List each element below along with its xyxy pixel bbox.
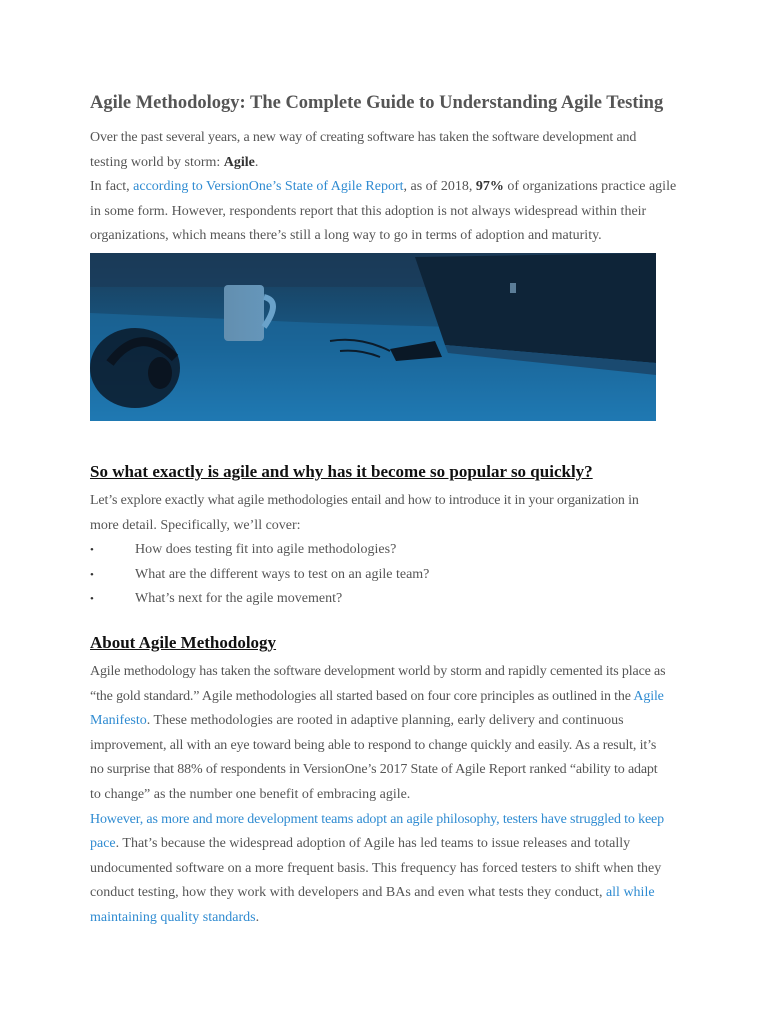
quality-standards-link[interactable]: maintaining quality standards — [90, 909, 256, 925]
desk-photo-illustration — [90, 253, 656, 421]
topics-list — [90, 538, 682, 612]
page-title: Agile Methodology: The Complete Guide to Understanding Agile Testing — [90, 93, 664, 113]
list-item: • What are the different ways to test on an agile team? — [90, 563, 682, 588]
testers-struggled-link[interactable]: However, as more and more development teams adopt an agile philosophy, testers have struggled to keep — [90, 811, 664, 827]
text-line: “the gold standard.” Agile methodologies all started based on four core principles as outlined in the Agile — [90, 688, 664, 704]
text-line: Let’s explore exactly what agile methodologies entail and how to introduce it in your organization in — [90, 492, 639, 508]
list-item: • How does testing fit into agile methodologies? — [90, 538, 682, 563]
agile-manifesto-link[interactable]: Manifesto — [90, 713, 147, 729]
section2-paragraph-2 — [90, 808, 682, 931]
section-heading: About Agile Methodology — [90, 632, 277, 652]
agile-manifesto-link[interactable]: Agile — [633, 688, 664, 704]
text-line: undocumented software on a more frequent basis. This frequency has forced testers to shift when they — [90, 860, 662, 876]
bullet: • — [90, 593, 94, 606]
text-line: organizations, which means there’s still a long way to go in terms of adoption and maturity. — [90, 228, 602, 244]
section2-paragraph-1 — [90, 660, 682, 808]
text-line: to change” as the number one benefit of embracing agile. — [90, 786, 411, 802]
text-line: no surprise that 88% of respondents in VersionOne’s 2017 State of Agile Report ranked “ability to adapt — [90, 762, 658, 778]
text-line: pace. That’s because the widespread adoption of Agile has led teams to issue releases and totally — [90, 836, 631, 852]
state-of-agile-link[interactable]: according to VersionOne’s State of Agile Report — [133, 179, 404, 195]
text-line — [90, 808, 682, 833]
intro-paragraph — [90, 126, 682, 249]
text-line: more detail. Specifically, we’ll cover: — [90, 517, 301, 533]
text-line: Manifesto. These methodologies are rooted in adaptive planning, early delivery and continuous — [90, 713, 624, 729]
text-line: Over the past several years, a new way of creating software has taken the software development and — [90, 130, 637, 145]
text-line: Agile methodology has taken the software development world by storm and rapidly cemented its place as — [90, 663, 666, 679]
quality-standards-link[interactable]: all while — [605, 885, 655, 901]
bullet: • — [90, 568, 94, 581]
text-line: maintaining quality standards. — [90, 909, 260, 925]
text-line: testing world by storm: Agile. — [90, 154, 259, 170]
text-line: conduct testing, how they work with developers and BAs and even what tests they conduct, all while — [90, 885, 655, 901]
testers-struggled-link[interactable]: pace — [90, 836, 116, 852]
text-line: in some form. However, respondents report that this adoption is not always widespread within their — [90, 203, 647, 219]
text-line: improvement, all with an eye toward being able to respond to change quickly and easily. As a result, it’s — [90, 737, 657, 753]
section-heading: So what exactly is agile and why has it become so popular so quickly? — [90, 461, 593, 481]
bold-text: 97% — [475, 179, 504, 195]
hero-image — [90, 253, 656, 421]
section1-paragraph — [90, 489, 682, 538]
bold-text: Agile — [223, 154, 255, 170]
bullet: • — [90, 544, 94, 557]
text-line: In fact, according to VersionOne’s State of Agile Report, as of 2018, 97% of organizations practice agile — [90, 179, 677, 195]
list-item: • What’s next for the agile movement? — [90, 587, 682, 612]
article — [90, 88, 682, 930]
